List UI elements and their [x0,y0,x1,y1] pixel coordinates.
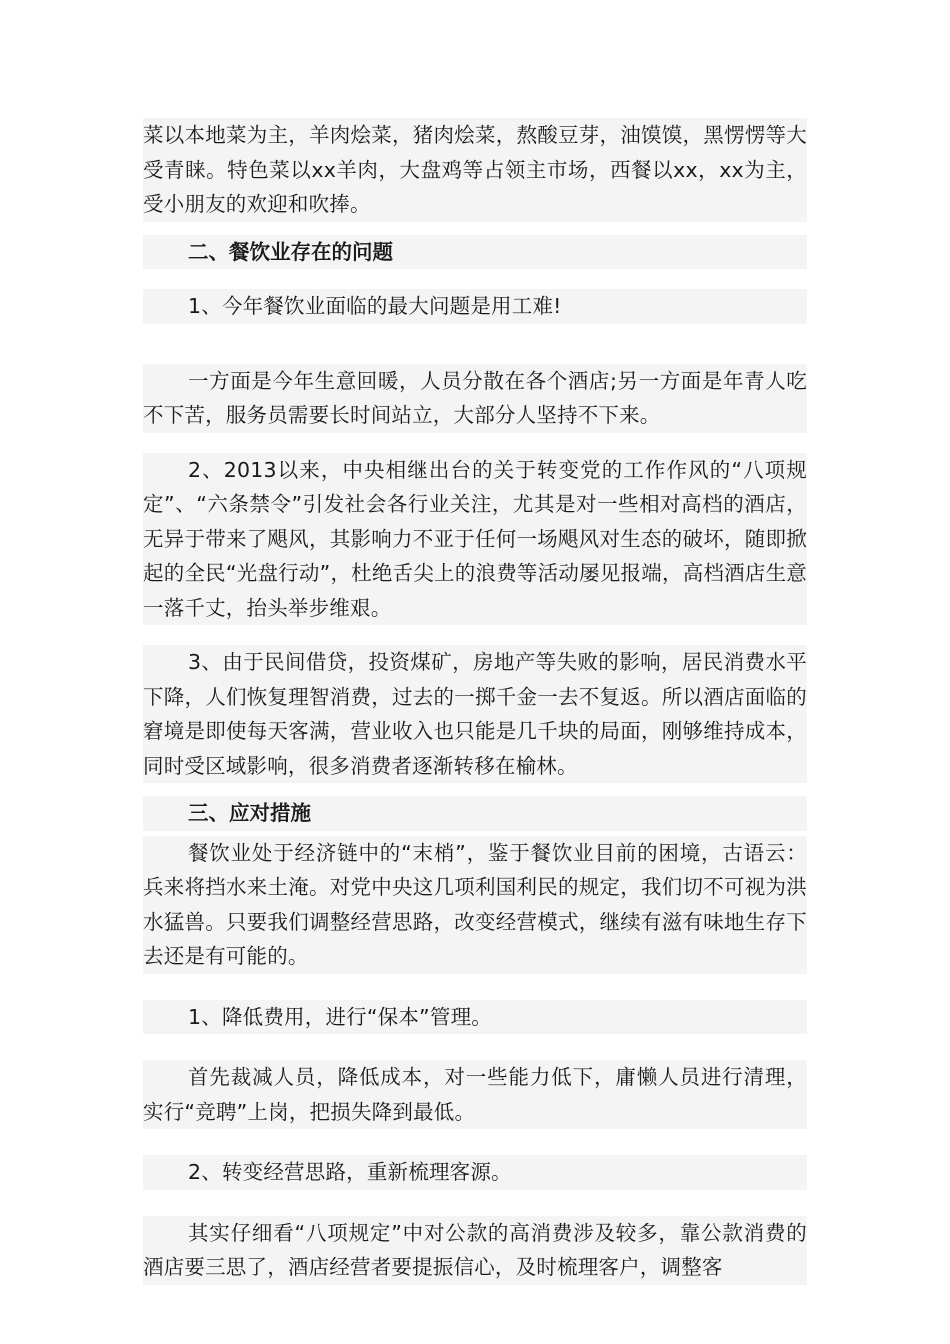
heading-problems: 二、餐饮业存在的问题 [143,235,807,270]
paragraph-intro: 菜以本地菜为主，羊肉烩菜，猪肉烩菜，熬酸豆芽，油馍馍，黑愣愣等大受青睐。特色菜以xx羊肉，大盘鸡等占领主市场，西餐以xx，xx为主，受小朋友的欢迎和吹捧。 [143,118,807,222]
paragraph-measure-1-detail: 首先裁减人员，降低成本，对一些能力低下，庸懒人员进行清理，实行“竞聘”上岗，把损失降到最低。 [143,1060,807,1129]
paragraph-measure-1: 1、降低费用，进行“保本”管理。 [143,1000,807,1035]
paragraph-measures-intro: 餐饮业处于经济链中的“末梢”，鉴于餐饮业目前的困境，古语云：兵来将挡水来土淹。对党中央这几项利国利民的规定，我们切不可视为洪水猛兽。只要我们调整经营思路，改变经营模式，继续有滋有味地生存下去还是有可能的。 [143,836,807,974]
paragraph-problem-1-detail: 一方面是今年生意回暖，人员分散在各个酒店;另一方面是年青人吃不下苦，服务员需要长时间站立，大部分人坚持不下来。 [143,364,807,433]
heading-measures: 三、应对措施 [143,796,807,831]
paragraph-measure-2: 2、转变经营思路，重新梳理客源。 [143,1155,807,1190]
paragraph-measure-2-detail: 其实仔细看“八项规定”中对公款的高消费涉及较多，靠公款消费的酒店要三思了，酒店经营者要提振信心，及时梳理客户，调整客 [143,1216,807,1285]
paragraph-problem-3: 3、由于民间借贷，投资煤矿，房地产等失败的影响，居民消费水平下降，人们恢复理智消费，过去的一掷千金一去不复返。所以酒店面临的窘境是即使每天客满，营业收入也只能是几千块的局面，刚够维持成本，同时受区域影响，很多消费者逐渐转移在榆林。 [143,645,807,783]
paragraph-problem-2: 2、2013以来，中央相继出台的关于转变党的工作作风的“八项规定”、“六条禁令”引发社会各行业关注，尤其是对一些相对高档的酒店，无异于带来了飓风，其影响力不亚于任何一场飓风对生态的破坏，随即掀起的全民“光盘行动”，杜绝舌尖上的浪费等活动屡见报端，高档酒店生意一落千丈，抬头举步维艰。 [143,453,807,626]
paragraph-problem-1: 1、今年餐饮业面临的最大问题是用工难! [143,289,807,324]
document-page [143,118,807,1285]
